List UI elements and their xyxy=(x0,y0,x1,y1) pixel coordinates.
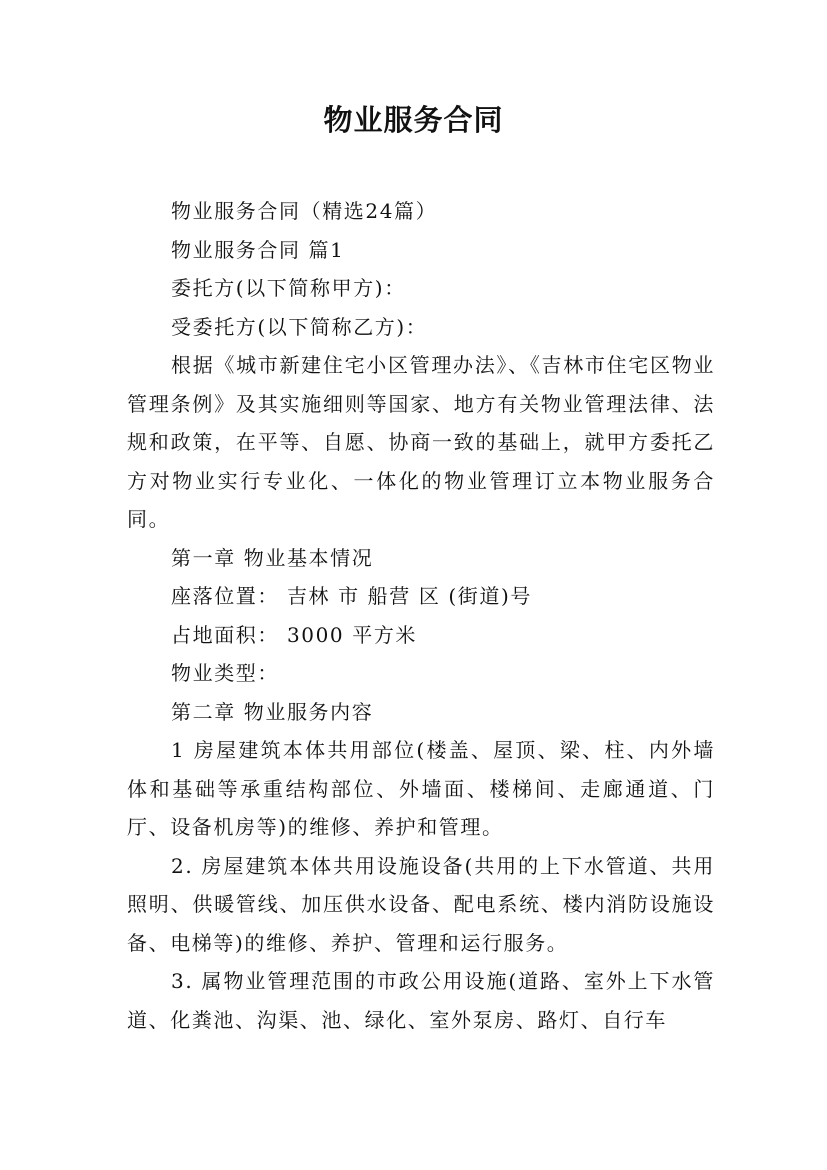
paragraph-location: 座落位置： 吉林 市 船营 区 (街道)号 xyxy=(171,584,532,608)
paragraph-subtitle: 物业服务合同（精选24篇） xyxy=(171,199,438,223)
paragraph-party-a: 委托方(以下简称甲方)： xyxy=(171,276,406,300)
document-title: 物业服务合同 xyxy=(323,103,504,137)
document-body xyxy=(127,192,715,1039)
paragraph-item-3: 3. 属物业管理范围的市政公用设施(道路、室外上下水管道、化粪池、沟渠、池、绿化、室外泵房、路灯、自行车 xyxy=(127,969,715,1032)
paragraph-area: 占地面积： 3000 平方米 xyxy=(171,622,418,647)
paragraph-party-b: 受委托方(以下简称乙方)： xyxy=(171,314,428,339)
paragraph-chapter-2: 第二章 物业服务内容 xyxy=(171,699,374,724)
paragraph-property-type: 物业类型： xyxy=(171,661,279,685)
paragraph-chapter-1: 第一章 物业基本情况 xyxy=(171,545,374,570)
paragraph-section-heading: 物业服务合同 篇1 xyxy=(171,237,345,262)
paragraph-preamble: 根据《城市新建住宅小区管理办法》、《吉林市住宅区物业管理条例》及其实施细则等国家、地方有关物业管理法律、法规和政策，在平等、自愿、协商一致的基础上，就甲方委托乙方对物业实行专业化、一体化的物业管理订立本物业服务合同。 xyxy=(127,353,715,531)
paragraph-item-1: 1 房屋建筑本体共用部位(楼盖、屋顶、梁、柱、内外墙体和基础等承重结构部位、外墙面、楼梯间、走廊通道、门厅、设备机房等)的维修、养护和管理。 xyxy=(127,738,715,839)
paragraph-item-2: 2. 房屋建筑本体共用设施设备(共用的上下水管道、共用照明、供暖管线、加压供水设备、配电系统、楼内消防设施设备、电梯等)的维修、养护、管理和运行服务。 xyxy=(127,853,715,955)
